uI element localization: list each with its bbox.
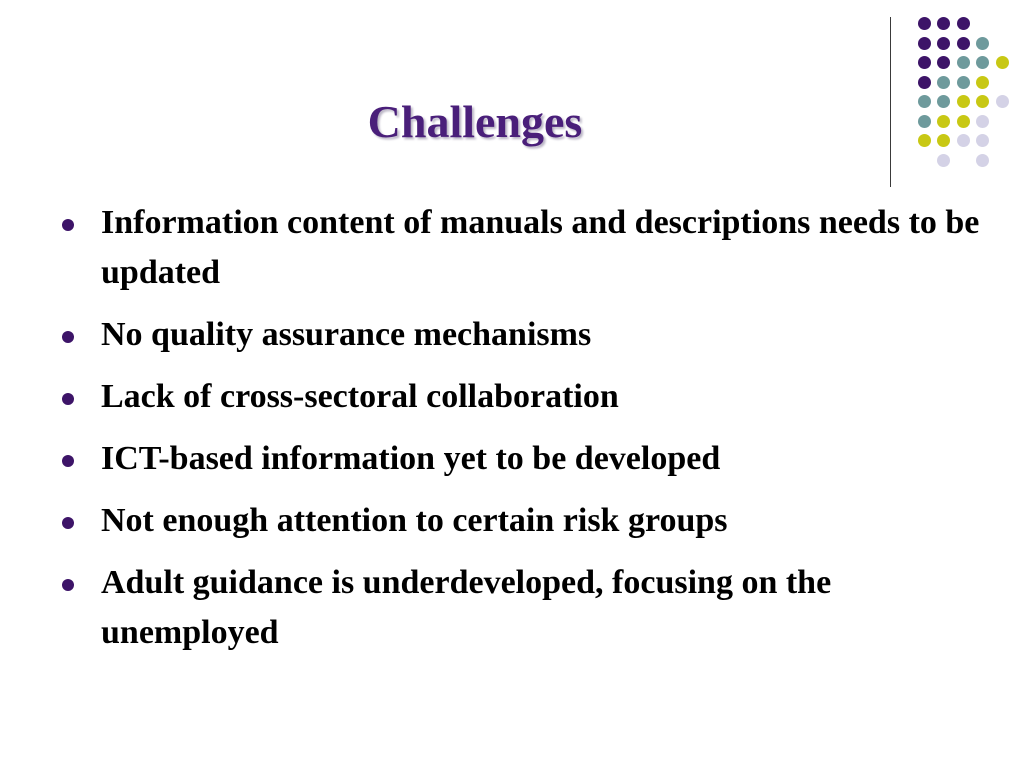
decorative-dot — [918, 115, 931, 128]
decorative-dot — [957, 95, 970, 108]
decorative-dot — [918, 76, 931, 89]
decorative-dot — [976, 56, 989, 69]
decorative-dot — [918, 56, 931, 69]
bullet-text: No quality assurance mechanisms — [101, 316, 592, 353]
bullet-icon — [62, 219, 74, 231]
bullet-icon — [62, 455, 74, 467]
bullet-icon — [62, 579, 74, 591]
bullet-text: Information content of manuals and descriptions needs to be updated — [101, 204, 980, 291]
decorative-dot — [976, 95, 989, 108]
decorative-dot — [937, 134, 950, 147]
decorative-dot — [976, 115, 989, 128]
decorative-dot — [996, 95, 1009, 108]
decorative-dot — [918, 134, 931, 147]
bullet-list — [62, 198, 982, 670]
decorative-dot — [937, 17, 950, 30]
decorative-dot — [957, 17, 970, 30]
slide-title: Challenges — [367, 96, 583, 147]
decorative-dot — [937, 37, 950, 50]
bullet-icon — [62, 517, 74, 529]
bullet-item — [62, 372, 982, 422]
vertical-divider — [890, 17, 891, 187]
decorative-dot — [937, 154, 950, 167]
bullet-item — [62, 310, 982, 360]
bullet-item — [62, 434, 982, 484]
decorative-dot — [976, 134, 989, 147]
bullet-icon — [62, 331, 74, 343]
decorative-dot — [937, 56, 950, 69]
decorative-dot — [957, 115, 970, 128]
bullet-text: Adult guidance is underdeveloped, focusing on the unemployed — [101, 564, 832, 651]
decorative-dot — [918, 17, 931, 30]
bullet-item — [62, 198, 982, 298]
decorative-dot — [937, 76, 950, 89]
bullet-item — [62, 558, 982, 658]
decorative-dot — [976, 37, 989, 50]
bullet-text: ICT-based information yet to be developed — [101, 440, 721, 477]
decorative-dot — [976, 76, 989, 89]
decorative-dot — [957, 37, 970, 50]
decorative-dot — [996, 56, 1009, 69]
decorative-dot — [976, 154, 989, 167]
bullet-item — [62, 496, 982, 546]
bullet-text: Lack of cross-sectoral collaboration — [101, 378, 619, 415]
decorative-dot — [918, 37, 931, 50]
decorative-dot — [937, 115, 950, 128]
decorative-dot — [957, 76, 970, 89]
decorative-dot — [957, 56, 970, 69]
decorative-dot — [937, 95, 950, 108]
bullet-icon — [62, 393, 74, 405]
decorative-dot — [957, 134, 970, 147]
bullet-text: Not enough attention to certain risk groups — [101, 502, 728, 539]
decorative-dot — [918, 95, 931, 108]
